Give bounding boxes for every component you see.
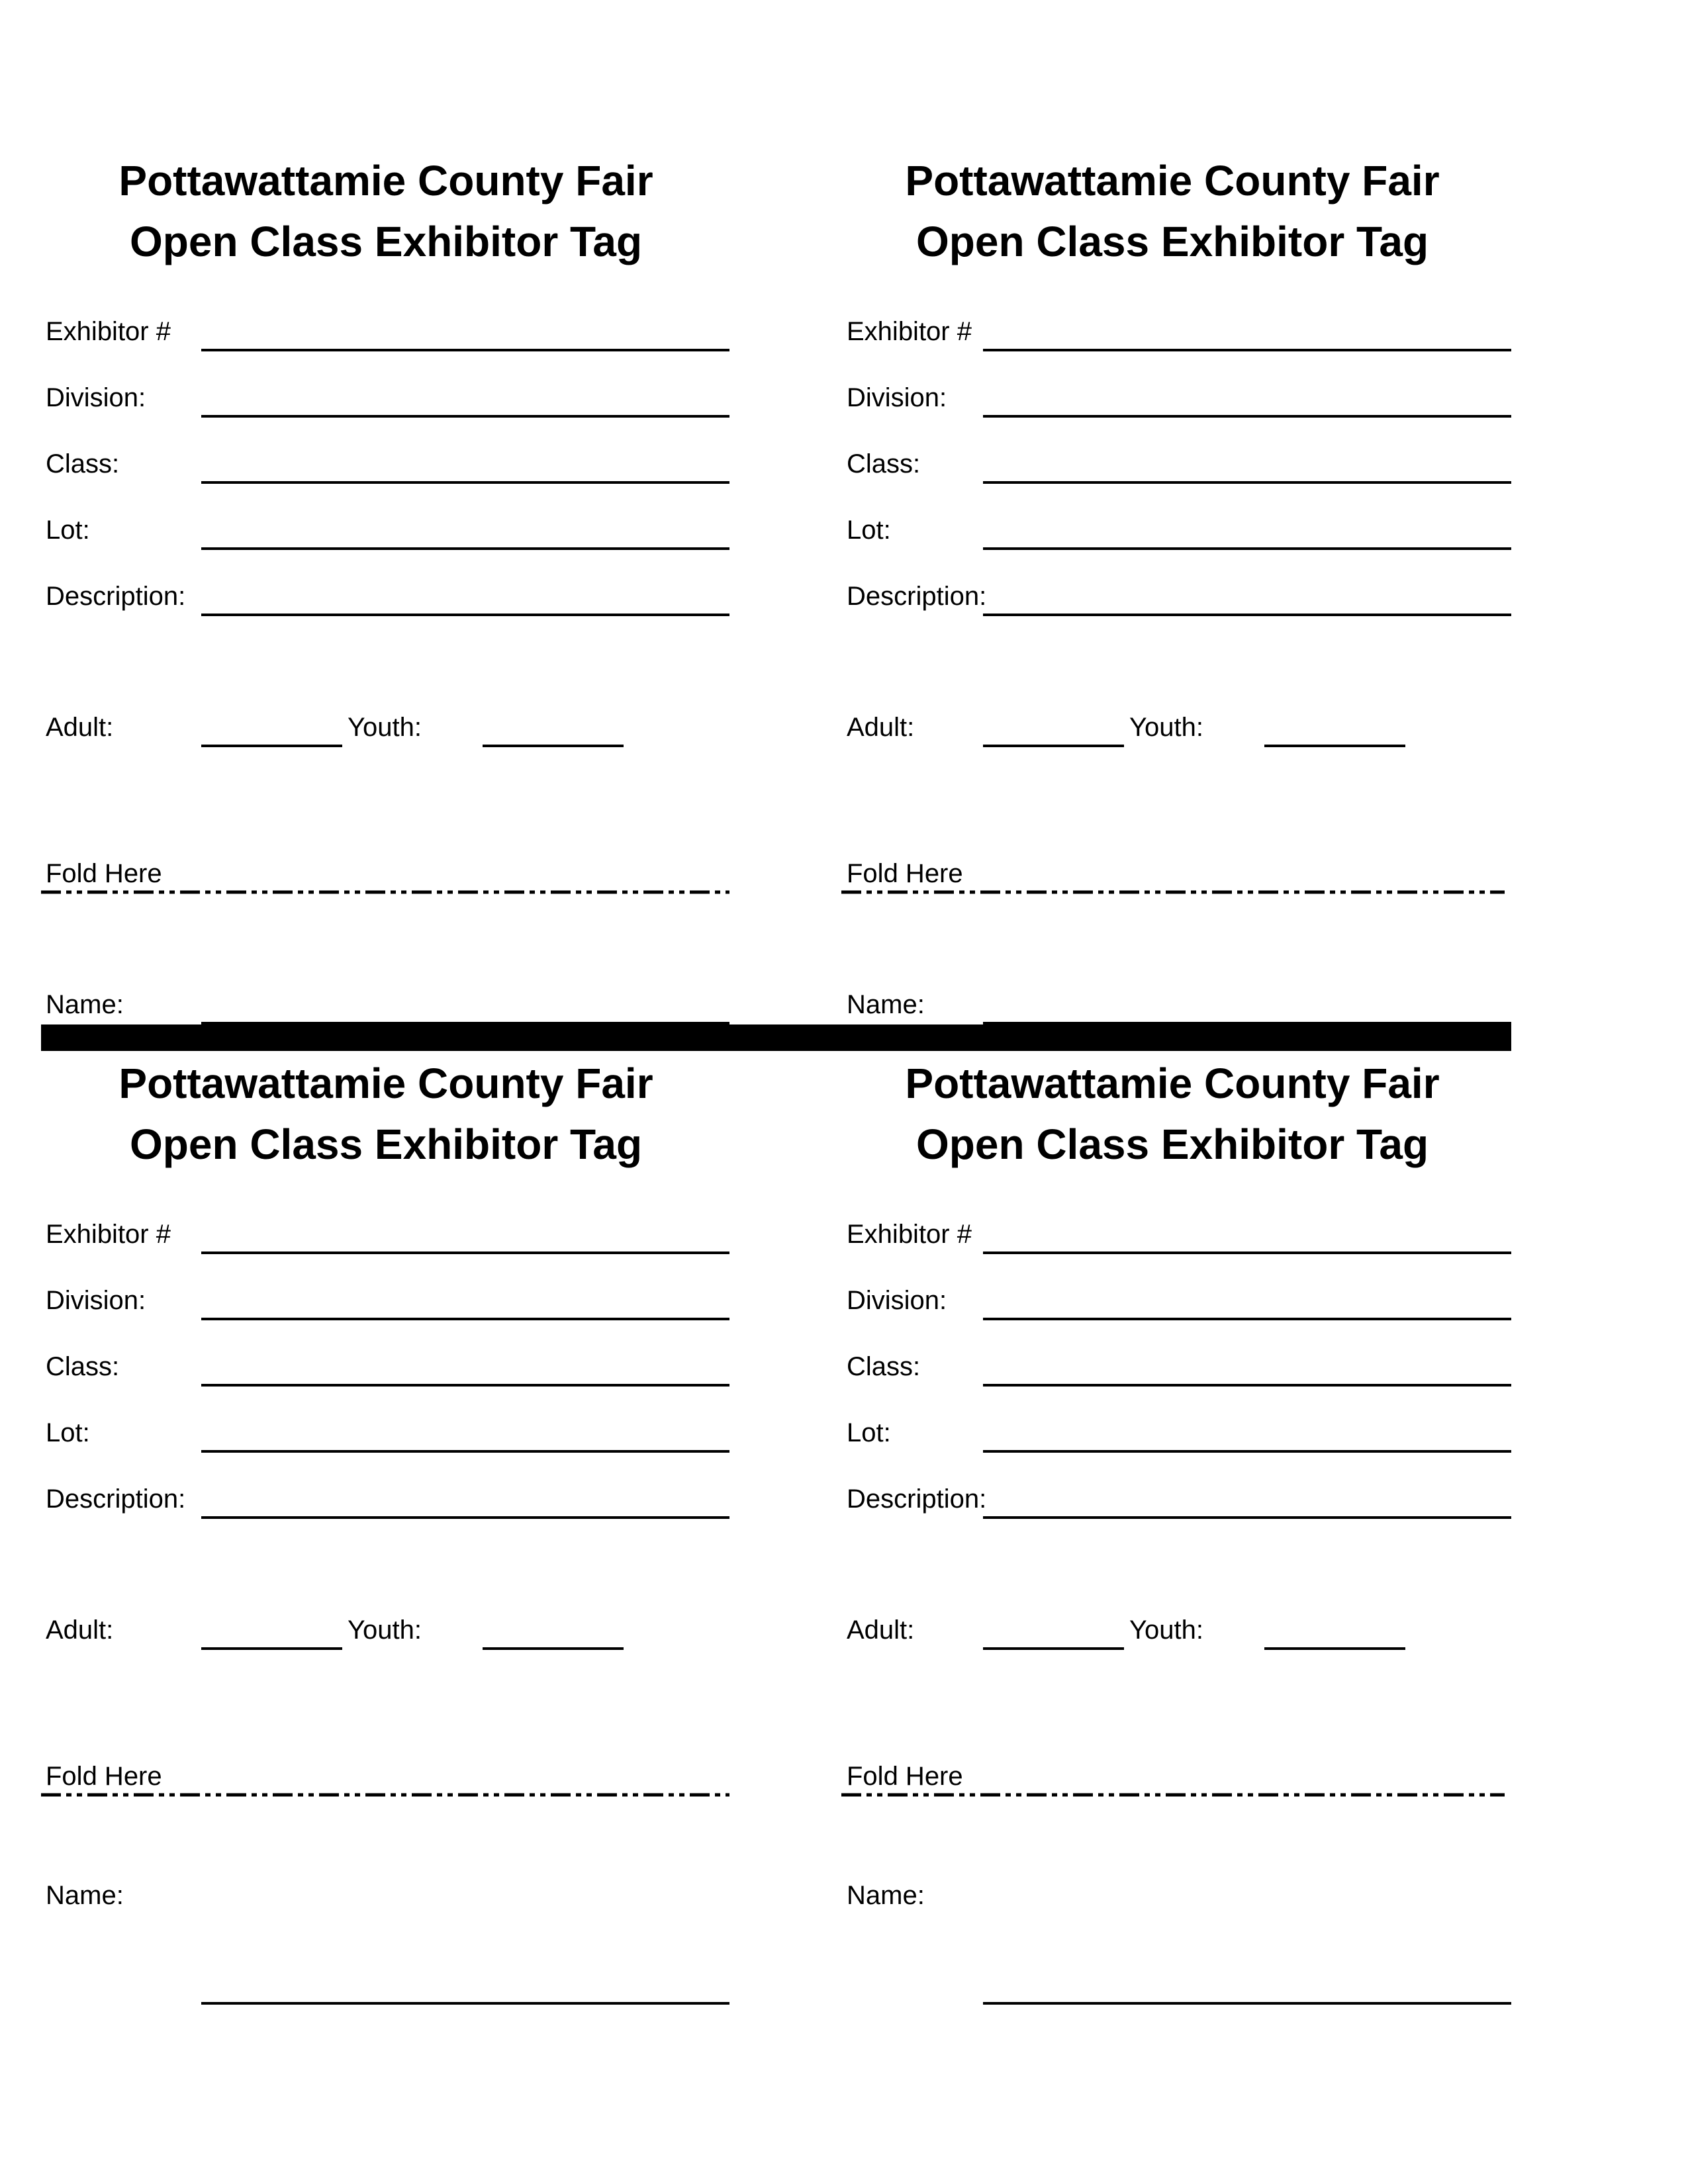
fold-line <box>841 1792 1505 1797</box>
youth-label: Youth: <box>348 713 422 742</box>
lot-field[interactable] <box>983 547 1511 550</box>
fold-here-label: Fold Here <box>847 1762 963 1791</box>
description-field[interactable] <box>201 1516 729 1519</box>
adult-field[interactable] <box>201 1647 342 1650</box>
division-label: Division: <box>46 383 146 412</box>
lot-field[interactable] <box>201 547 729 550</box>
youth-field[interactable] <box>483 745 624 747</box>
exhibitor-number-label: Exhibitor # <box>46 317 171 346</box>
adult-label: Adult: <box>847 713 915 742</box>
fold-here-label: Fold Here <box>46 1762 162 1791</box>
name-label: Name: <box>847 1881 925 1910</box>
division-label: Division: <box>46 1286 146 1315</box>
description-label: Description: <box>46 582 186 611</box>
name-field[interactable] <box>201 2002 729 2005</box>
lot-field[interactable] <box>201 1450 729 1453</box>
class-label: Class: <box>847 1352 921 1381</box>
tag-title-line2: Open Class Exhibitor Tag <box>129 218 643 265</box>
name-label: Name: <box>46 990 124 1019</box>
lot-label: Lot: <box>847 1418 891 1447</box>
tag-title <box>0 150 772 272</box>
division-field[interactable] <box>201 1318 729 1320</box>
fold-line <box>41 1792 729 1797</box>
exhibitor-tag <box>801 0 1595 1019</box>
tag-title-line2: Open Class Exhibitor Tag <box>915 218 1429 265</box>
exhibitor-number-field[interactable] <box>201 1251 729 1254</box>
division-field[interactable] <box>201 415 729 418</box>
exhibitor-number-label: Exhibitor # <box>46 1220 171 1249</box>
lot-label: Lot: <box>847 516 891 545</box>
description-label: Description: <box>847 582 987 611</box>
class-label: Class: <box>46 449 120 478</box>
adult-field[interactable] <box>983 745 1124 747</box>
class-field[interactable] <box>201 481 729 484</box>
exhibitor-tag <box>0 0 794 1019</box>
division-field[interactable] <box>983 1318 1511 1320</box>
description-field[interactable] <box>201 614 729 616</box>
name-label: Name: <box>847 990 925 1019</box>
description-field[interactable] <box>983 614 1511 616</box>
name-label: Name: <box>46 1881 124 1910</box>
class-field[interactable] <box>201 1384 729 1387</box>
fold-here-label: Fold Here <box>847 859 963 888</box>
lot-label: Lot: <box>46 1418 90 1447</box>
description-label: Description: <box>46 1484 186 1514</box>
lot-label: Lot: <box>46 516 90 545</box>
youth-field[interactable] <box>1264 745 1405 747</box>
fold-line <box>41 889 729 895</box>
youth-label: Youth: <box>348 1615 422 1645</box>
name-field[interactable] <box>983 2002 1511 2005</box>
tag-title <box>0 1053 772 1175</box>
youth-field[interactable] <box>1264 1647 1405 1650</box>
tag-title-line1: Pottawattamie County Fair <box>118 157 653 205</box>
lot-field[interactable] <box>983 1450 1511 1453</box>
tag-title <box>786 150 1558 272</box>
adult-field[interactable] <box>983 1647 1124 1650</box>
adult-label: Adult: <box>46 713 114 742</box>
exhibitor-number-label: Exhibitor # <box>847 1220 972 1249</box>
adult-field[interactable] <box>201 745 342 747</box>
youth-field[interactable] <box>483 1647 624 1650</box>
cut-line-divider <box>41 1024 1511 1051</box>
fold-line <box>841 889 1505 895</box>
adult-label: Adult: <box>46 1615 114 1645</box>
class-label: Class: <box>847 449 921 478</box>
description-field[interactable] <box>983 1516 1511 1519</box>
tag-title <box>786 1053 1558 1175</box>
exhibitor-number-field[interactable] <box>201 349 729 351</box>
division-label: Division: <box>847 1286 947 1315</box>
description-label: Description: <box>847 1484 987 1514</box>
tag-title-line1: Pottawattamie County Fair <box>905 1060 1440 1107</box>
class-field[interactable] <box>983 481 1511 484</box>
division-label: Division: <box>847 383 947 412</box>
tag-title-line1: Pottawattamie County Fair <box>905 157 1440 205</box>
class-field[interactable] <box>983 1384 1511 1387</box>
exhibitor-number-field[interactable] <box>983 1251 1511 1254</box>
fold-here-label: Fold Here <box>46 859 162 888</box>
youth-label: Youth: <box>1129 713 1203 742</box>
division-field[interactable] <box>983 415 1511 418</box>
class-label: Class: <box>46 1352 120 1381</box>
exhibitor-number-field[interactable] <box>983 349 1511 351</box>
tag-title-line1: Pottawattamie County Fair <box>118 1060 653 1107</box>
tag-title-line2: Open Class Exhibitor Tag <box>129 1120 643 1168</box>
exhibitor-number-label: Exhibitor # <box>847 317 972 346</box>
youth-label: Youth: <box>1129 1615 1203 1645</box>
adult-label: Adult: <box>847 1615 915 1645</box>
tag-title-line2: Open Class Exhibitor Tag <box>915 1120 1429 1168</box>
